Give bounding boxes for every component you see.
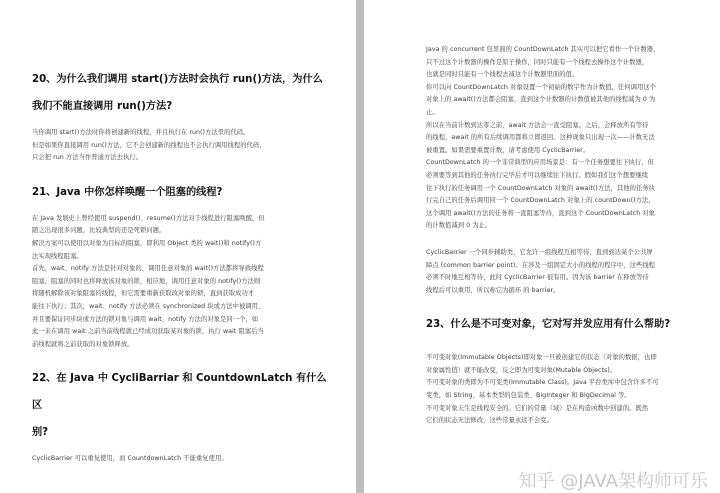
section-heading: 我们不能直接调用 run()方法? xyxy=(32,101,173,112)
paragraph-line: 在 Java 发展史上曾经使用 suspend()、resume()方法对于线程进行阻塞唤醒，但 xyxy=(32,214,265,222)
left-page xyxy=(0,0,356,493)
paragraph-line: 被重置。如果需要重置计数，请考虑使用 CyclicBarrier。 xyxy=(426,146,590,154)
paragraph-line: 行完自己的任务后调用同一个 CountDownLatch 对象上的 countDown()方法， xyxy=(426,197,655,205)
paragraph-line: 你可以向 CountDownLatch 对象设置一个初始的数字作为计数值，任何调用这个 xyxy=(426,83,656,91)
section-heading: 22、在 Java 中 CycliBarriar 和 CountdownLatch 有什么区 xyxy=(32,373,327,412)
section-20 xyxy=(32,66,334,165)
paragraph-line: 将随机解除该对象阻塞的线程，但它需要重新获取改对象的锁，直到获取成功才 xyxy=(32,290,255,298)
paragraph-line: 首先，wait、notify 方法是针对对象的，调用任意对象的 wait()方法都将导致线程 xyxy=(32,265,264,273)
immutable-block xyxy=(426,352,694,428)
paragraph-line: 解决方案可以使用以对象为目标的阻塞，即利用 Object 类的 wait()和 notify()方 xyxy=(32,239,262,247)
section-22 xyxy=(32,365,334,466)
paragraph-line: 的计数值减到 0 为止。 xyxy=(426,222,492,230)
watermark: 知乎 @JAVA架构师可乐 xyxy=(518,471,708,492)
paragraph-line: CyclicBarrier 可以重复使用，而 CountdownLatch 不能重复使用。 xyxy=(32,455,228,463)
paragraph-line: 障点 (common barrier point)。在涉及一组固定大小的线程的程序中，这些线程 xyxy=(426,261,656,269)
paragraph-line: 只不过这个计数器的操作是原子操作，同时只能有一个线程去操作这个计数器， xyxy=(426,58,649,66)
section-heading: 21、Java 中你怎样唤醒一个阻塞的线程? xyxy=(32,186,223,198)
paragraph-line: 这个调用 await()方法的任务将一直阻塞等待，直到这个 CountDownLatch 对象 xyxy=(426,209,656,217)
paragraph-line: 对象上的 await()方法都会阻塞，直到这个计数器的计数值被其他的线程减为 0 为 xyxy=(426,96,656,104)
paragraph-line: CyclicBarrier 一个同步辅助类，它允许一组线程互相等待，直到到达某个公共屏 xyxy=(426,248,653,256)
paragraph-line: 不可变对象(Immutable Objects)即对象一旦被创建它的状态（对象的数据，也即 xyxy=(426,354,657,362)
cyclicbarrier-block xyxy=(426,247,694,297)
paragraph-line: 当你调用 start()方法时你将创建新的线程，并且执行在 run()方法里的代码。 xyxy=(32,129,250,136)
paragraph-line: 往下执行的任务调用一个 CountDownLatch 对象的 await()方法，其他的任务执 xyxy=(426,184,656,192)
paragraph-line: 并且要保证同步块或方法的锁对象与调用 wait、notify 方法的对象是同一个，如 xyxy=(32,315,259,323)
paragraph-line: 只会把 run 方法当作普通方法去执行。 xyxy=(32,154,143,162)
countdownlatch-block xyxy=(426,44,694,233)
paragraph-line: 能往下执行；其次，wait、notify 方法必须在 synchronized 块或方法中被调用， xyxy=(32,302,265,310)
paragraph-line: 但是如果你直接调用 run()方法，它不会创建新的线程也不会执行调用线程的代码， xyxy=(32,141,266,149)
paragraph-line: 不可变对象的类即为不可变类(Immutable Class)。Java 平台类库中包含许多不可 xyxy=(426,379,659,387)
paragraph-line: 随之出现很多问题，比较典型的还是死锁问题。 xyxy=(32,227,166,235)
paragraph-line: 对象属性值）就不能改变，反之即为可变对象(Mutable Objects)。 xyxy=(426,366,617,374)
paragraph-line: 线程后可以重用，所以称它为循环 的 barrier。 xyxy=(426,286,560,294)
paragraph-line: 它们的状态无法修改，这些常量永远不会变。 xyxy=(426,417,553,425)
section-heading: 23、什么是不可变对象，它对写并发应用有什么帮助? xyxy=(426,319,671,331)
section-heading: 20、为什么我们调用 start()方法时会执行 run()方法，为什么 xyxy=(32,74,323,85)
paragraph-line: 前线程就将之前获取的对象锁释放。 xyxy=(32,340,134,348)
paragraph-line: CountDownLatch 的一个非常典型的应用场景是：有一个任务想要往下执行，但 xyxy=(426,159,654,167)
right-page xyxy=(364,0,720,493)
paragraph-line: 法实现线程阻塞。 xyxy=(32,252,83,260)
paragraph-line: 所以在当前计数到达零之前，await 方法会一直受阻塞。之后，会释放所有等待 xyxy=(426,121,649,129)
section-heading: 别? xyxy=(32,427,49,439)
paragraph-line: 必须要等到其他的任务执行完毕后才可以继续往下执行。假如我们这个想要继续 xyxy=(426,171,649,179)
paragraph-line: 变类，如 String、基本类型的包装类、BigInteger 和 BigDecimal 等。 xyxy=(426,392,631,400)
paragraph-line: 的线程，await 的所有后续调用都将立即返回。这种现象只出现一次——计数无法 xyxy=(426,134,655,142)
paragraph-line: 此一来在调用 wait 之前当前线程就已经成功获取某对象的锁，执行 wait 阻塞后当 xyxy=(32,328,264,336)
paragraph-line: 也就是同时只能有一个线程去减这个计数器里面的值。 xyxy=(426,71,579,79)
paragraph-line: 不可变对象天生是线程安全的。它们的常量（域）是在构造函数中创建的。既然 xyxy=(426,404,649,412)
section-21 xyxy=(32,179,334,352)
paragraph-line: 必须不时地互相等待，此时 CyclicBarrier 很有用。因为该 barrier 在释放等待 xyxy=(426,274,649,282)
paragraph-line: 阻塞，阻塞的同时也将释放该对象的锁，相应地，调用任意对象的 notify()方法则 xyxy=(32,277,261,285)
paragraph-line: Java 的 concurrent 包里面的 CountDownLatch 其实可以把它看作一个计数器， xyxy=(426,46,660,53)
paragraph-line: 止。 xyxy=(426,108,439,116)
